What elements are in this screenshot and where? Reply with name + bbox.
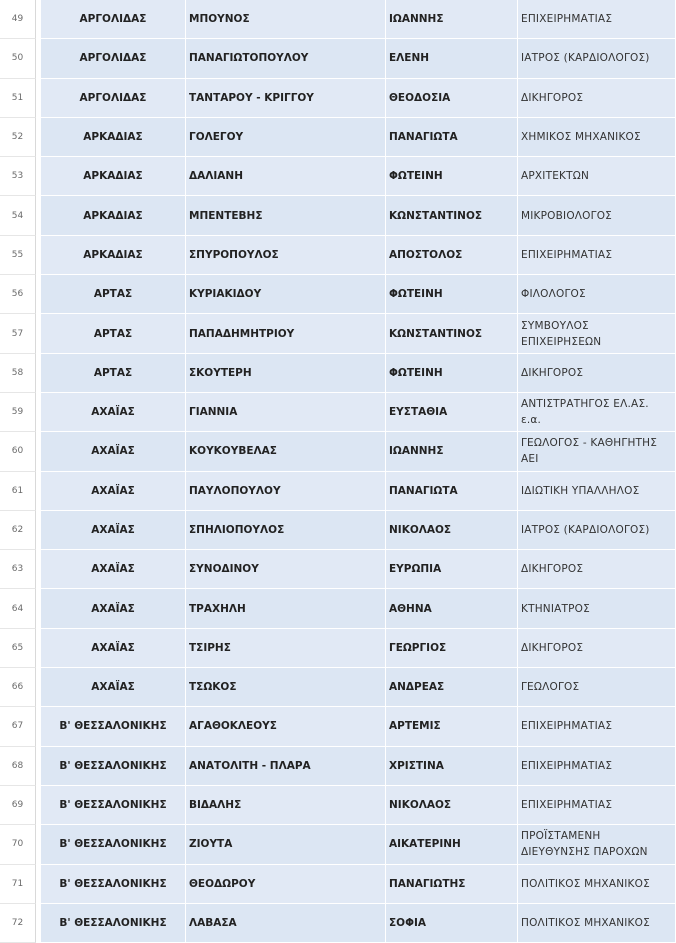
row-number: 53 [0,157,36,196]
cell-region[interactable]: Β' ΘΕΣΣΑΛΟΝΙΚΗΣ [41,747,186,786]
cell-occupation[interactable]: ΙΑΤΡΟΣ (ΚΑΡΔΙΟΛΟΓΟΣ) [518,511,676,550]
row-number: 68 [0,747,36,786]
cell-surname[interactable]: ΔΑΛΙΑΝΗ [186,157,386,196]
table-row [0,157,676,196]
table-row [0,865,676,904]
cell-first-name[interactable]: ΑΙΚΑΤΕΡΙΝΗ [386,825,518,864]
cell-occupation[interactable]: ΔΙΚΗΓΟΡΟΣ [518,79,676,118]
cell-surname[interactable]: ΠΑΠΑΔΗΜΗΤΡΙΟΥ [186,314,386,353]
cell-first-name[interactable]: ΧΡΙΣΤΙΝΑ [386,747,518,786]
row-number: 71 [0,865,36,904]
table-row [0,393,676,432]
table-row [0,589,676,628]
cell-surname[interactable]: ΜΠΕΝΤΕΒΗΣ [186,196,386,235]
cell-surname[interactable]: ΑΓΑΘΟΚΛΕΟΥΣ [186,707,386,746]
table-row [0,196,676,235]
cell-occupation[interactable]: ΠΟΛΙΤΙΚΟΣ ΜΗΧΑΝΙΚΟΣ [518,865,676,904]
cell-first-name[interactable]: ΕΛΕΝΗ [386,39,518,78]
table-row [0,79,676,118]
row-number: 57 [0,314,36,353]
row-number: 49 [0,0,36,39]
cell-occupation[interactable]: ΙΑΤΡΟΣ (ΚΑΡΔΙΟΛΟΓΟΣ) [518,39,676,78]
row-number: 66 [0,668,36,707]
cell-surname[interactable]: ΤΣΙΡΗΣ [186,629,386,668]
table-row [0,629,676,668]
cell-surname[interactable]: ΘΕΟΔΩΡΟΥ [186,865,386,904]
cell-occupation[interactable]: ΚΤΗΝΙΑΤΡΟΣ [518,589,676,628]
row-number: 60 [0,432,36,471]
cell-region[interactable]: Β' ΘΕΣΣΑΛΟΝΙΚΗΣ [41,786,186,825]
table-row [0,511,676,550]
cell-first-name[interactable]: ΣΟΦΙΑ [386,904,518,943]
cell-surname[interactable]: ΣΚΟΥΤΕΡΗ [186,354,386,393]
cell-first-name[interactable]: ΝΙΚΟΛΑΟΣ [386,511,518,550]
table-row [0,432,676,471]
table-row [0,825,676,864]
cell-occupation[interactable]: ΕΠΙΧΕΙΡΗΜΑΤΙΑΣ [518,0,676,39]
cell-occupation[interactable]: ΜΙΚΡΟΒΙΟΛΟΓΟΣ [518,196,676,235]
cell-occupation[interactable]: ΓΕΩΛΟΓΟΣ [518,668,676,707]
cell-surname[interactable]: ΚΥΡΙΑΚΙΔΟΥ [186,275,386,314]
row-number: 64 [0,589,36,628]
cell-occupation[interactable]: ΓΕΩΛΟΓΟΣ - ΚΑΘΗΓΗΤΗΣ ΑΕΙ [518,432,676,471]
cell-surname[interactable]: ΑΝΑΤΟΛΙΤΗ - ΠΛΑΡΑ [186,747,386,786]
cell-first-name[interactable]: ΕΥΡΩΠΙΑ [386,550,518,589]
cell-region[interactable]: ΑΡΚΑΔΙΑΣ [41,118,186,157]
table-row [0,39,676,78]
cell-first-name[interactable]: ΕΥΣΤΑΘΙΑ [386,393,518,432]
cell-region[interactable]: ΑΡΓΟΛΙΔΑΣ [41,0,186,39]
cell-region[interactable]: ΑΧΑΪΑΣ [41,432,186,471]
cell-region[interactable]: ΑΧΑΪΑΣ [41,393,186,432]
cell-region[interactable]: ΑΡΓΟΛΙΔΑΣ [41,39,186,78]
cell-surname[interactable]: ΓΟΛΕΓΟΥ [186,118,386,157]
cell-surname[interactable]: ΤΡΑΧΗΛΗ [186,589,386,628]
cell-region[interactable]: ΑΡΚΑΔΙΑΣ [41,196,186,235]
cell-occupation[interactable]: ΦΙΛΟΛΟΓΟΣ [518,275,676,314]
table-row [0,707,676,746]
cell-region[interactable]: ΑΧΑΪΑΣ [41,668,186,707]
row-number: 58 [0,354,36,393]
cell-surname[interactable]: ΤΑΝΤΑΡΟΥ - ΚΡΙΓΓΟΥ [186,79,386,118]
cell-region[interactable]: ΑΡΚΑΔΙΑΣ [41,236,186,275]
table-row [0,275,676,314]
table-row [0,0,676,39]
row-number: 65 [0,629,36,668]
cell-occupation[interactable]: ΑΡΧΙΤΕΚΤΩΝ [518,157,676,196]
cell-region[interactable]: Β' ΘΕΣΣΑΛΟΝΙΚΗΣ [41,707,186,746]
cell-occupation[interactable]: ΕΠΙΧΕΙΡΗΜΑΤΙΑΣ [518,747,676,786]
table-row [0,747,676,786]
cell-surname[interactable]: ΣΠΗΛΙΟΠΟΥΛΟΣ [186,511,386,550]
cell-surname[interactable]: ΚΟΥΚΟΥΒΕΛΑΣ [186,432,386,471]
cell-surname[interactable]: ΓΙΑΝΝΙΑ [186,393,386,432]
row-number: 56 [0,275,36,314]
row-number: 70 [0,825,36,864]
cell-first-name[interactable]: ΑΠΟΣΤΟΛΟΣ [386,236,518,275]
cell-first-name[interactable]: ΝΙΚΟΛΑΟΣ [386,786,518,825]
cell-occupation[interactable]: ΠΡΟΪΣΤΑΜΕΝΗ ΔΙΕΥΘΥΝΣΗΣ ΠΑΡΟΧΩΝ [518,825,676,864]
cell-region[interactable]: ΑΧΑΪΑΣ [41,550,186,589]
cell-surname[interactable]: ΖΙΟΥΤΑ [186,825,386,864]
cell-region[interactable]: ΑΧΑΪΑΣ [41,511,186,550]
row-number: 63 [0,550,36,589]
row-number: 51 [0,79,36,118]
cell-region[interactable]: ΑΧΑΪΑΣ [41,472,186,511]
cell-occupation[interactable]: ΔΙΚΗΓΟΡΟΣ [518,629,676,668]
cell-surname[interactable]: ΛΑΒΑΣΑ [186,904,386,943]
cell-occupation[interactable]: ΔΙΚΗΓΟΡΟΣ [518,354,676,393]
cell-occupation[interactable]: ΣΥΜΒΟΥΛΟΣ ΕΠΙΧΕΙΡΗΣΕΩΝ [518,314,676,353]
cell-first-name[interactable]: ΘΕΟΔΟΣΙΑ [386,79,518,118]
row-number: 54 [0,196,36,235]
cell-first-name[interactable]: ΠΑΝΑΓΙΩΤΑ [386,472,518,511]
table-row [0,354,676,393]
cell-occupation[interactable]: ΑΝΤΙΣΤΡΑΤΗΓΟΣ ΕΛ.ΑΣ. ε.α. [518,393,676,432]
row-number: 61 [0,472,36,511]
row-number: 55 [0,236,36,275]
cell-first-name[interactable]: ΠΑΝΑΓΙΩΤΗΣ [386,865,518,904]
table-row [0,236,676,275]
cell-occupation[interactable]: ΕΠΙΧΕΙΡΗΜΑΤΙΑΣ [518,236,676,275]
row-number: 52 [0,118,36,157]
row-number: 50 [0,39,36,78]
cell-surname[interactable]: ΣΥΝΟΔΙΝΟΥ [186,550,386,589]
cell-region[interactable]: Β' ΘΕΣΣΑΛΟΝΙΚΗΣ [41,865,186,904]
cell-first-name[interactable]: ΑΡΤΕΜΙΣ [386,707,518,746]
row-number: 69 [0,786,36,825]
cell-occupation[interactable]: ΠΟΛΙΤΙΚΟΣ ΜΗΧΑΝΙΚΟΣ [518,904,676,943]
cell-first-name[interactable]: ΦΩΤΕΙΝΗ [386,157,518,196]
cell-first-name[interactable]: ΦΩΤΕΙΝΗ [386,275,518,314]
cell-region[interactable]: ΑΡΓΟΛΙΔΑΣ [41,79,186,118]
row-number: 59 [0,393,36,432]
cell-occupation[interactable]: ΕΠΙΧΕΙΡΗΜΑΤΙΑΣ [518,786,676,825]
table-row [0,904,676,943]
cell-occupation[interactable]: ΧΗΜΙΚΟΣ ΜΗΧΑΝΙΚΟΣ [518,118,676,157]
row-number: 67 [0,707,36,746]
cell-first-name[interactable]: ΦΩΤΕΙΝΗ [386,354,518,393]
cell-region[interactable]: Β' ΘΕΣΣΑΛΟΝΙΚΗΣ [41,904,186,943]
cell-region[interactable]: Β' ΘΕΣΣΑΛΟΝΙΚΗΣ [41,825,186,864]
cell-first-name[interactable]: ΚΩΝΣΤΑΝΤΙΝΟΣ [386,196,518,235]
cell-region[interactable]: ΑΧΑΪΑΣ [41,589,186,628]
cell-occupation[interactable]: ΔΙΚΗΓΟΡΟΣ [518,550,676,589]
cell-region[interactable]: ΑΡΤΑΣ [41,275,186,314]
table-row [0,118,676,157]
table-row [0,786,676,825]
table-row [0,472,676,511]
row-number: 62 [0,511,36,550]
cell-occupation[interactable]: ΕΠΙΧΕΙΡΗΜΑΤΙΑΣ [518,707,676,746]
cell-first-name[interactable]: ΙΩΑΝΝΗΣ [386,432,518,471]
cell-first-name[interactable]: ΙΩΑΝΝΗΣ [386,0,518,39]
cell-region[interactable]: ΑΡΚΑΔΙΑΣ [41,157,186,196]
cell-first-name[interactable]: ΑΘΗΝΑ [386,589,518,628]
table-row [0,550,676,589]
cell-surname[interactable]: ΠΑΥΛΟΠΟΥΛΟΥ [186,472,386,511]
cell-surname[interactable]: ΣΠΥΡΟΠΟΥΛΟΣ [186,236,386,275]
cell-surname[interactable]: ΜΠΟΥΝΟΣ [186,0,386,39]
table-row [0,314,676,353]
cell-surname[interactable]: ΒΙΔΑΛΗΣ [186,786,386,825]
cell-region[interactable]: ΑΧΑΪΑΣ [41,629,186,668]
cell-first-name[interactable]: ΑΝΔΡΕΑΣ [386,668,518,707]
cell-occupation[interactable]: ΙΔΙΩΤΙΚΗ ΥΠΑΛΛΗΛΟΣ [518,472,676,511]
cell-first-name[interactable]: ΓΕΩΡΓΙΟΣ [386,629,518,668]
table-row [0,668,676,707]
cell-surname[interactable]: ΠΑΝΑΓΙΩΤΟΠΟΥΛΟΥ [186,39,386,78]
cell-first-name[interactable]: ΚΩΝΣΤΑΝΤΙΝΟΣ [386,314,518,353]
cell-first-name[interactable]: ΠΑΝΑΓΙΩΤΑ [386,118,518,157]
cell-surname[interactable]: ΤΣΩΚΟΣ [186,668,386,707]
cell-region[interactable]: ΑΡΤΑΣ [41,354,186,393]
cell-region[interactable]: ΑΡΤΑΣ [41,314,186,353]
row-number: 72 [0,904,36,943]
